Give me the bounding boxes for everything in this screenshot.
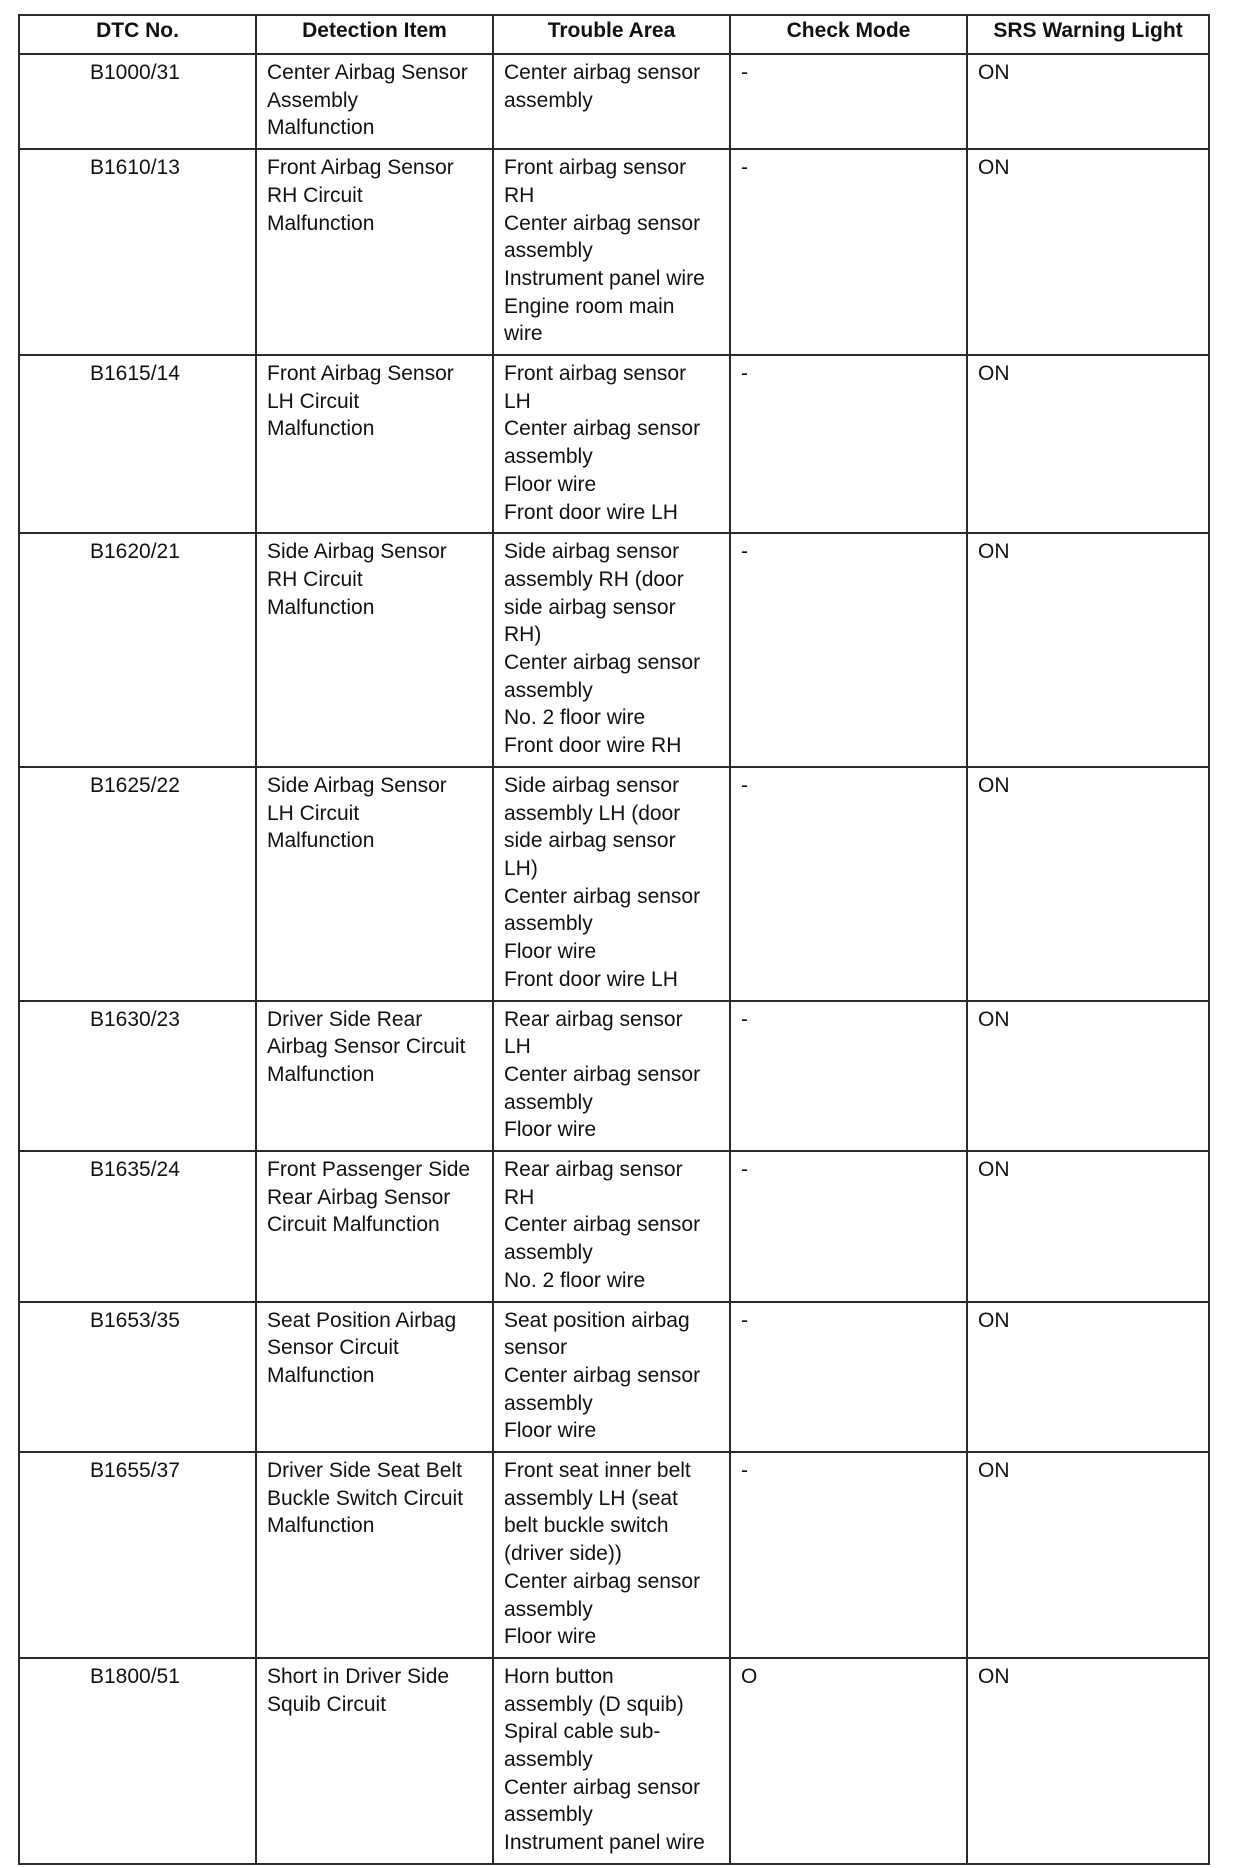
trouble-area-cell — [493, 355, 730, 533]
detection-item-line: Front Airbag Sensor — [267, 156, 454, 180]
trouble-area-line: assembly — [504, 1090, 593, 1114]
trouble-area-line: Center airbag sensor — [504, 1213, 701, 1237]
trouble-area-line: Floor wire — [504, 1118, 597, 1142]
trouble-area-line: assembly — [504, 678, 593, 702]
trouble-area-line: Front door wire RH — [504, 734, 682, 758]
detection-item-line: Circuit Malfunction — [267, 1213, 440, 1237]
check-mode-cell: - — [730, 533, 967, 767]
trouble-area-line: (driver side)) — [504, 1542, 622, 1566]
detection-item-line: Center Airbag Sensor — [267, 61, 468, 84]
table-row — [19, 1452, 1209, 1658]
table-row — [19, 533, 1209, 767]
header-detection-item: Detection Item — [256, 15, 493, 54]
dtc-code-cell: B1630/23 — [19, 1001, 256, 1152]
detection-item-line: Airbag Sensor Circuit — [267, 1035, 466, 1059]
trouble-area-line: LH — [504, 389, 531, 413]
header-srs-warning-light: SRS Warning Light — [967, 15, 1209, 54]
trouble-area-line: side airbag sensor — [504, 829, 676, 853]
trouble-area-line: Center airbag sensor — [504, 1775, 701, 1799]
srs-warning-light-cell: ON — [967, 1001, 1209, 1152]
trouble-area-line: assembly — [504, 1391, 593, 1415]
trouble-area-line: assembly RH (door — [504, 567, 684, 591]
header-dtc-no: DTC No. — [19, 15, 256, 54]
trouble-area-line: RH — [504, 1185, 535, 1209]
trouble-area-line: Seat position airbag — [504, 1308, 690, 1332]
trouble-area-line: Front door wire LH — [504, 500, 678, 524]
trouble-area-line: Rear airbag sensor — [504, 1007, 683, 1031]
trouble-area-line: Instrument panel wire — [504, 266, 705, 290]
dtc-code-cell: B1620/21 — [19, 533, 256, 767]
trouble-area-line: Center airbag sensor — [504, 211, 701, 235]
detection-item-line: Side Airbag Sensor — [267, 540, 447, 564]
trouble-area-line: Horn button — [504, 1664, 614, 1688]
header-trouble-area: Trouble Area — [493, 15, 730, 54]
trouble-area-cell — [493, 767, 730, 1001]
table-row — [19, 767, 1209, 1001]
dtc-code-cell: B1615/14 — [19, 355, 256, 533]
table-body — [19, 54, 1209, 1864]
trouble-area-line: Front door wire LH — [504, 967, 678, 991]
trouble-area-cell — [493, 1151, 730, 1302]
check-mode-cell: - — [730, 1452, 967, 1658]
trouble-area-cell — [493, 533, 730, 767]
check-mode-cell: - — [730, 767, 967, 1001]
dtc-code-cell: B1653/35 — [19, 1302, 256, 1453]
trouble-area-line: Floor wire — [504, 1419, 597, 1443]
detection-item-line: Malfunction — [267, 1062, 375, 1086]
table-header — [19, 15, 1209, 54]
detection-item-line: Malfunction — [267, 1363, 375, 1387]
trouble-area-line: assembly LH (seat — [504, 1486, 678, 1510]
srs-warning-light-cell: ON — [967, 54, 1209, 149]
dtc-code-cell: B1610/13 — [19, 149, 256, 355]
detection-item-line: Squib Circuit — [267, 1692, 387, 1716]
table-row — [19, 1001, 1209, 1152]
srs-warning-light-cell: ON — [967, 149, 1209, 355]
check-mode-cell: O — [730, 1658, 967, 1864]
detection-item-cell — [256, 355, 493, 533]
trouble-area-cell — [493, 1001, 730, 1152]
trouble-area-cell — [493, 1452, 730, 1658]
table-row — [19, 1302, 1209, 1453]
srs-warning-light-cell: ON — [967, 767, 1209, 1001]
trouble-area-line: Rear airbag sensor — [504, 1158, 683, 1182]
trouble-area-line: Engine room main — [504, 294, 675, 318]
trouble-area-line: assembly — [504, 1803, 593, 1827]
trouble-area-line: RH — [504, 183, 535, 207]
trouble-area-line: Center airbag sensor — [504, 1363, 701, 1387]
detection-item-line: Seat Position Airbag — [267, 1308, 457, 1332]
detection-item-line: Malfunction — [267, 116, 375, 140]
trouble-area-line: Center airbag sensor — [504, 1569, 701, 1593]
trouble-area-line: assembly — [504, 912, 593, 936]
detection-item-line: Short in Driver Side — [267, 1664, 450, 1688]
trouble-area-line: sensor — [504, 1336, 568, 1360]
dtc-table — [18, 14, 1210, 1865]
trouble-area-line: assembly — [504, 1597, 593, 1621]
detection-item-line: Rear Airbag Sensor — [267, 1185, 451, 1209]
trouble-area-cell — [493, 1658, 730, 1864]
trouble-area-line: LH — [504, 1035, 531, 1059]
detection-item-cell — [256, 1302, 493, 1453]
srs-warning-light-cell: ON — [967, 533, 1209, 767]
check-mode-cell: - — [730, 1302, 967, 1453]
trouble-area-cell — [493, 1302, 730, 1453]
table-row — [19, 1151, 1209, 1302]
detection-item-cell — [256, 1151, 493, 1302]
trouble-area-line: Front seat inner belt — [504, 1459, 691, 1483]
detection-item-line: Malfunction — [267, 1514, 375, 1538]
trouble-area-line: Side airbag sensor — [504, 773, 680, 797]
srs-warning-light-cell: ON — [967, 355, 1209, 533]
trouble-area-line: Center airbag sensor — [504, 1062, 701, 1086]
detection-item-line: Front Airbag Sensor — [267, 362, 454, 386]
trouble-area-line: No. 2 floor wire — [504, 706, 646, 730]
srs-warning-light-cell: ON — [967, 1452, 1209, 1658]
check-mode-cell: - — [730, 1001, 967, 1152]
detection-item-line: Driver Side Rear — [267, 1007, 423, 1031]
trouble-area-line: assembly — [504, 88, 593, 112]
trouble-area-line: Center airbag sensor — [504, 651, 701, 675]
check-mode-cell: - — [730, 355, 967, 533]
trouble-area-line: wire — [504, 322, 543, 346]
trouble-area-line: LH) — [504, 856, 538, 880]
detection-item-cell — [256, 54, 493, 149]
trouble-area-line: Floor wire — [504, 1625, 597, 1649]
trouble-area-line: assembly (D squib) — [504, 1692, 684, 1716]
table-row — [19, 1658, 1209, 1864]
trouble-area-line: Side airbag sensor — [504, 540, 680, 564]
trouble-area-line: assembly — [504, 1241, 593, 1265]
detection-item-line: Driver Side Seat Belt — [267, 1459, 462, 1483]
check-mode-cell: - — [730, 1151, 967, 1302]
detection-item-cell — [256, 1001, 493, 1152]
trouble-area-cell — [493, 54, 730, 149]
trouble-area-cell — [493, 149, 730, 355]
detection-item-line: Buckle Switch Circuit — [267, 1486, 464, 1510]
dtc-code-cell: B1635/24 — [19, 1151, 256, 1302]
trouble-area-line: belt buckle switch — [504, 1514, 669, 1538]
srs-warning-light-cell: ON — [967, 1658, 1209, 1864]
detection-item-cell — [256, 767, 493, 1001]
trouble-area-line: assembly — [504, 445, 593, 469]
trouble-area-line: Floor wire — [504, 940, 597, 964]
trouble-area-line: Instrument panel wire — [504, 1831, 705, 1855]
detection-item-cell — [256, 1658, 493, 1864]
detection-item-cell — [256, 149, 493, 355]
detection-item-line: Side Airbag Sensor — [267, 773, 447, 797]
trouble-area-line: RH) — [504, 623, 542, 647]
srs-warning-light-cell: ON — [967, 1151, 1209, 1302]
header-check-mode: Check Mode — [730, 15, 967, 54]
header-row — [19, 15, 1209, 54]
trouble-area-line: No. 2 floor wire — [504, 1268, 646, 1292]
trouble-area-line: Spiral cable sub- — [504, 1720, 661, 1744]
detection-item-cell — [256, 533, 493, 767]
dtc-code-cell: B1800/51 — [19, 1658, 256, 1864]
trouble-area-line: assembly — [504, 1748, 593, 1772]
detection-item-line: LH Circuit — [267, 389, 360, 413]
dtc-code-cell: B1655/37 — [19, 1452, 256, 1658]
dtc-code-cell: B1000/31 — [19, 54, 256, 149]
detection-item-line: Malfunction — [267, 829, 375, 853]
trouble-area-line: Floor wire — [504, 472, 597, 496]
detection-item-line: Sensor Circuit — [267, 1336, 399, 1360]
detection-item-line: Front Passenger Side — [267, 1158, 471, 1182]
detection-item-line: Malfunction — [267, 417, 375, 441]
detection-item-line: RH Circuit — [267, 183, 363, 207]
trouble-area-line: side airbag sensor — [504, 595, 676, 619]
check-mode-cell: - — [730, 149, 967, 355]
detection-item-line: Malfunction — [267, 595, 375, 619]
trouble-area-line: Center airbag sensor — [504, 884, 701, 908]
detection-item-line: RH Circuit — [267, 567, 363, 591]
trouble-area-line: assembly — [504, 239, 593, 263]
table-row — [19, 355, 1209, 533]
trouble-area-line: Front airbag sensor — [504, 156, 687, 180]
detection-item-line: LH Circuit — [267, 801, 360, 825]
detection-item-line: Malfunction — [267, 211, 375, 235]
trouble-area-line: assembly LH (door — [504, 801, 681, 825]
trouble-area-line: Center airbag sensor — [504, 417, 701, 441]
detection-item-cell — [256, 1452, 493, 1658]
table-row — [19, 54, 1209, 149]
trouble-area-line: Center airbag sensor — [504, 61, 701, 84]
check-mode-cell: - — [730, 54, 967, 149]
trouble-area-line: Front airbag sensor — [504, 362, 687, 386]
table-row — [19, 149, 1209, 355]
srs-warning-light-cell: ON — [967, 1302, 1209, 1453]
detection-item-line: Assembly — [267, 88, 359, 112]
dtc-code-cell: B1625/22 — [19, 767, 256, 1001]
